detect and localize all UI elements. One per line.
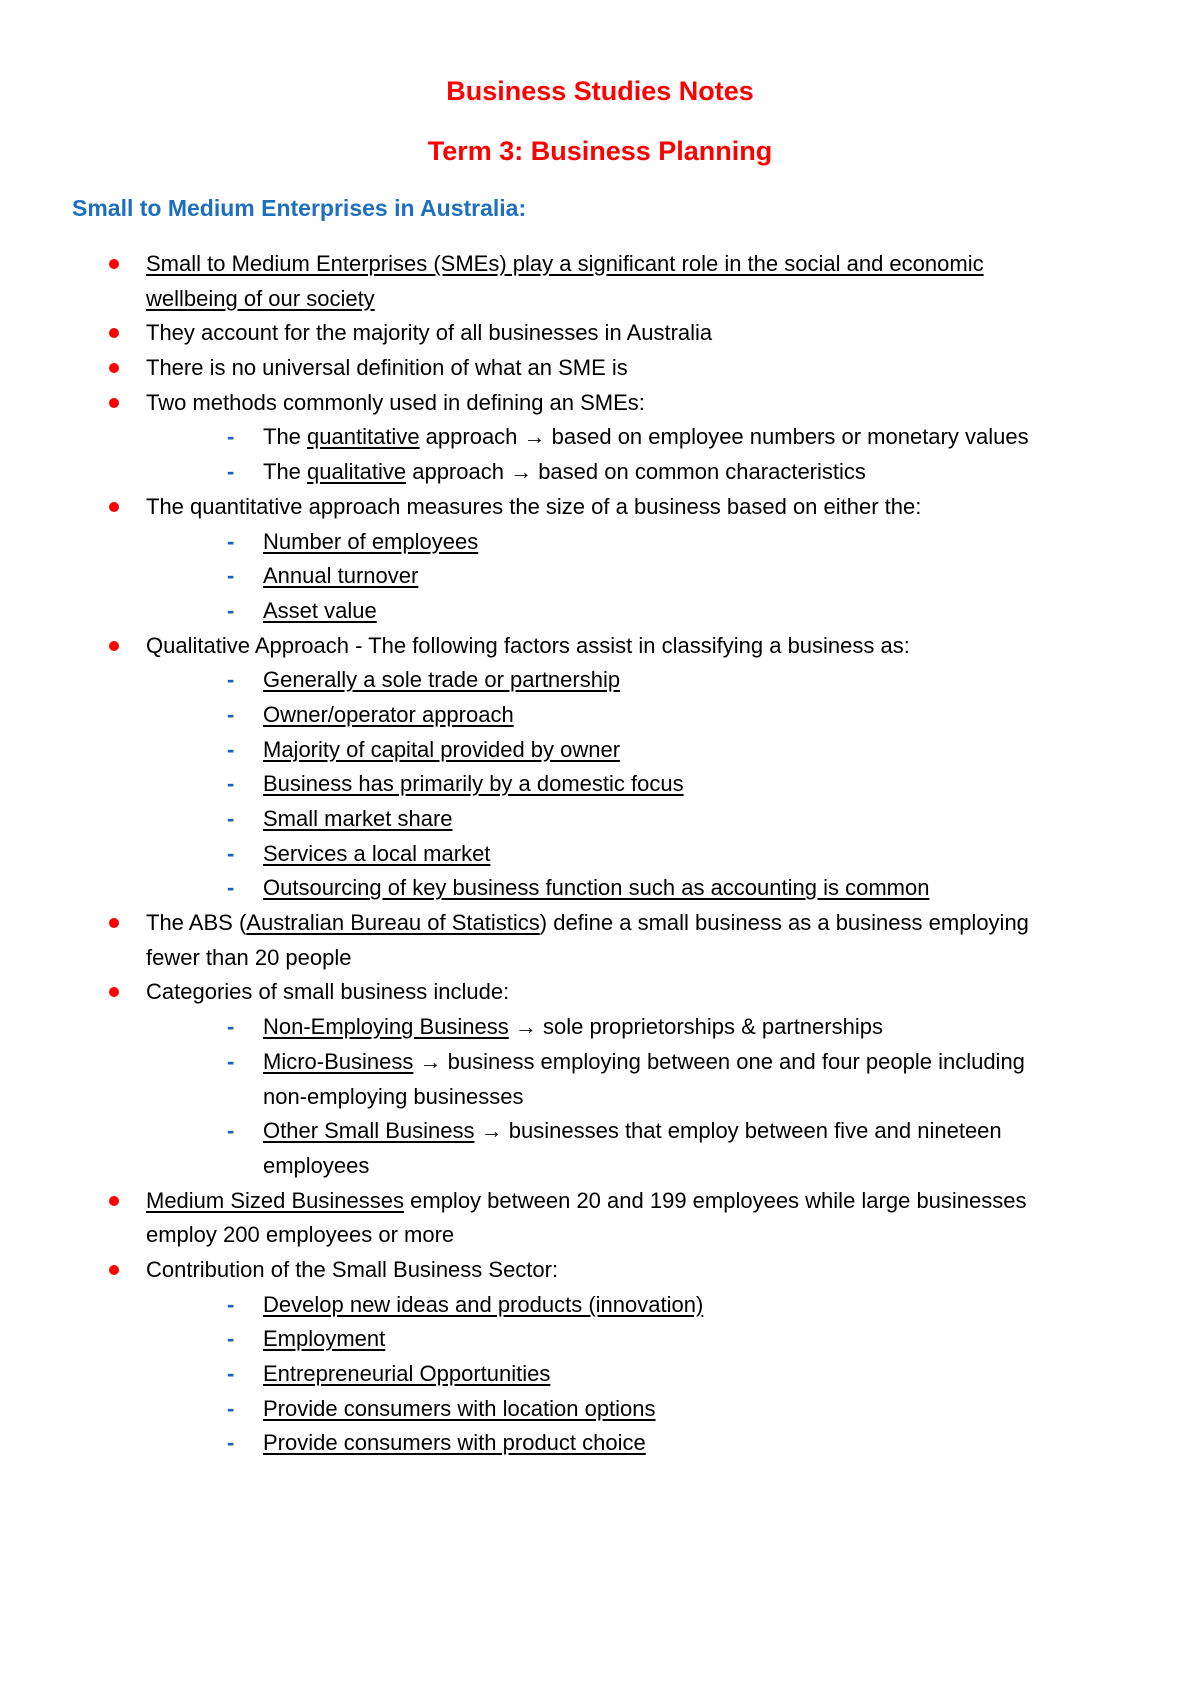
bullet-dot-icon [109,1265,119,1275]
line-text [146,1218,454,1253]
text-segment: businesses that employ between five and nineteen [502,1118,1002,1144]
bullet-item [0,247,1200,282]
text-segment: business employing between one and four people including [441,1048,1025,1074]
line-text [146,906,1029,941]
dash-bullet-icon: - [227,597,235,623]
bullet-dot-icon [109,502,119,512]
sub-item [0,420,1200,455]
line-text [263,525,478,560]
sub-item [0,837,1200,872]
dash-bullet-icon: - [227,736,235,762]
dash-bullet-icon: - [227,1395,235,1421]
text-segment: based on common characteristics [532,459,866,485]
line-text [263,1322,385,1357]
bullet-item [0,386,1200,421]
line-text [263,1149,369,1184]
arrow-right-icon: → [514,1014,537,1040]
line-text [146,629,910,664]
underlined-text: Annual turnover [263,563,419,589]
continuation-line [0,1080,1200,1115]
sub-item [0,594,1200,629]
line-text [263,1114,1002,1149]
underlined-text: Employment [263,1326,386,1352]
line-text [263,837,490,872]
underlined-text: Micro-Business [263,1048,414,1074]
arrow-right-icon: → [480,1118,503,1144]
line-text [263,871,929,906]
underlined-text: Owner/operator approach [263,701,514,727]
line-text [146,386,645,421]
dash-bullet-icon: - [227,424,235,450]
dash-bullet-icon: - [227,1361,235,1386]
underlined-text: wellbeing of our society [146,285,375,311]
line-text [146,975,509,1010]
sub-item [0,455,1200,490]
bullet-item [0,490,1200,525]
text-segment: approach [419,424,524,450]
bullet-item [0,629,1200,664]
line-text [263,1080,524,1115]
line-text [263,1288,703,1323]
document-subtitle: Term 3: Business Planning [427,136,773,166]
underlined-text: Australian Bureau of Statistics [246,910,540,936]
notes-list [0,247,1200,1461]
sub-item [0,525,1200,560]
underlined-text: Provide consumers with location options [263,1395,656,1421]
underlined-text: Outsourcing of key business function such as accounting is common [263,875,930,901]
underlined-text: Majority of capital provided by owner [263,736,621,762]
line-text [146,282,375,317]
sub-item [0,698,1200,733]
line-text [263,559,418,594]
bullet-dot-icon [109,328,119,338]
text-segment: ) define a small business as a business employing [539,910,1029,936]
underlined-text: Provide consumers with product choice [263,1430,646,1456]
dash-bullet-icon: - [227,667,235,693]
dash-bullet-icon: - [227,1014,235,1040]
line-text [263,767,684,802]
line-text [146,1184,1027,1219]
text-segment: employ 200 employees or more [146,1222,455,1248]
line-text [263,420,1029,455]
sub-item [0,1322,1200,1357]
underlined-text: Number of employees [263,528,479,554]
sub-item [0,871,1200,906]
continuation-line [0,1218,1200,1253]
underlined-text: Business has primarily by a domestic focus [263,771,684,797]
line-text [263,698,514,733]
text-segment: The [263,459,308,485]
arrow-right-icon: → [523,424,546,450]
line-text [263,1392,656,1427]
sub-item [0,733,1200,768]
sub-item [0,802,1200,837]
underlined-text: qualitative [307,459,407,485]
section-heading: Small to Medium Enterprises in Australia: [72,195,527,221]
text-segment: approach [406,459,511,485]
line-text [263,663,620,698]
line-text [146,316,712,351]
bullet-dot-icon [109,987,119,997]
arrow-right-icon: → [510,459,533,485]
dash-bullet-icon: - [227,1430,235,1456]
underlined-text: Medium Sized Businesses [146,1187,405,1213]
text-segment: Categories of small business include: [146,979,510,1005]
arrow-right-icon: → [419,1048,442,1074]
text-segment: employees [263,1152,370,1178]
continuation-line [0,282,1200,317]
bullet-dot-icon [109,641,119,651]
continuation-line [0,1149,1200,1184]
dash-bullet-icon: - [227,459,235,485]
bullet-dot-icon [109,363,119,373]
text-segment: fewer than 20 people [146,944,352,970]
line-text [146,351,628,386]
dash-bullet-icon: - [227,701,235,727]
bullet-item [0,906,1200,941]
sub-item [0,1045,1200,1080]
text-segment: They account for the majority of all businesses in Australia [146,320,713,346]
underlined-text: Small to Medium Enterprises (SMEs) play a significant role in the social and economic [146,251,984,276]
underlined-text: Generally a sole trade or partnership [263,667,621,693]
line-text [263,594,377,629]
line-text [146,941,352,976]
line-text [263,1426,646,1461]
sub-item [0,1288,1200,1323]
line-text [263,1045,1025,1080]
underlined-text: Small market share [263,806,453,831]
sub-item [0,1392,1200,1427]
text-segment: employ between 20 and 199 employees while large businesses [404,1187,1027,1213]
bullet-item [0,316,1200,351]
line-text [146,490,921,525]
sub-item [0,1114,1200,1149]
dash-bullet-icon: - [227,1048,235,1074]
dash-bullet-icon: - [227,528,235,554]
sub-item [0,1357,1200,1392]
text-segment: The ABS ( [146,910,247,936]
underlined-text: quantitative [307,424,420,450]
text-segment: Contribution of the Small Business Sector: [146,1256,559,1282]
bullet-item [0,351,1200,386]
sub-item [0,559,1200,594]
line-text [146,247,984,282]
bullet-dot-icon [109,259,119,269]
document-title: Business Studies Notes [446,76,754,106]
line-text [146,1253,558,1288]
sub-item [0,1010,1200,1045]
continuation-line [0,941,1200,976]
text-segment: The [263,424,308,450]
text-segment: The quantitative approach measures the size of a business based on either the: [146,493,922,519]
bullet-item [0,1184,1200,1219]
text-segment: non-employing businesses [263,1083,524,1109]
bullet-item [0,1253,1200,1288]
dash-bullet-icon: - [227,1326,235,1352]
dash-bullet-icon: - [227,1118,235,1144]
dash-bullet-icon: - [227,1291,235,1317]
text-segment: based on employee numbers or monetary values [545,424,1029,450]
bullet-dot-icon [109,1196,119,1206]
line-text [263,1357,550,1392]
dash-bullet-icon: - [227,563,235,589]
underlined-text: Asset value [263,597,377,623]
line-text [263,733,620,768]
sub-item [0,1426,1200,1461]
dash-bullet-icon: - [227,875,235,901]
underlined-text: Develop new ideas and products (innovation) [263,1291,704,1317]
sub-item [0,663,1200,698]
text-segment: sole proprietorships & partnerships [536,1014,883,1040]
line-text [263,1010,883,1045]
underlined-text: Non-Employing Business [263,1014,509,1040]
dash-bullet-icon: - [227,840,235,866]
underlined-text: Entrepreneurial Opportunities [263,1361,551,1386]
bullet-dot-icon [109,398,119,408]
sub-item [0,767,1200,802]
line-text [263,455,866,490]
dash-bullet-icon: - [227,806,235,831]
bullet-dot-icon [109,918,119,928]
underlined-text: Other Small Business [263,1118,475,1144]
line-text [263,802,453,837]
dash-bullet-icon: - [227,771,235,797]
bullet-item [0,975,1200,1010]
text-segment: Two methods commonly used in defining an SMEs: [146,389,645,415]
text-segment: There is no universal definition of what an SME is [146,355,628,381]
text-segment: Qualitative Approach - The following factors assist in classifying a business as: [146,632,910,658]
underlined-text: Services a local market [263,840,491,866]
